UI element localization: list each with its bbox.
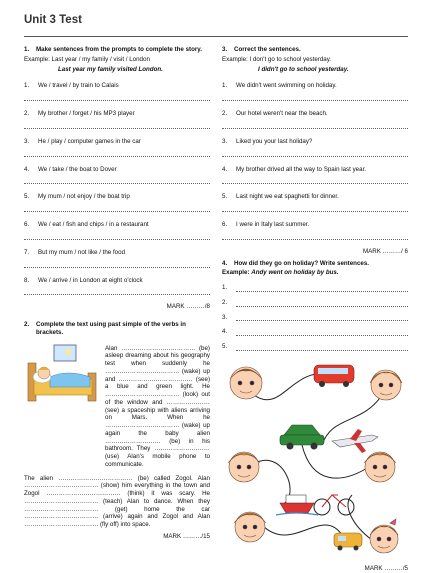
section2-heading-text: Complete the text using past simple of the verbs in brackets. [36, 321, 186, 336]
section2-paragraph-2: The alien ……………………………… (be) called Zogol. Alan ……………………………… (show) him everything in the town and Zogol ……………………………… (think) it was scary. He ……………………………… (teach) Alan to dance. When they ……………………………… (get) home the car ……………………………… (arrive) again and Zogol and Alan ……………………………… (fly off) into space. [24, 474, 210, 528]
example-prompt: Last year / my family / visit / London [51, 55, 150, 63]
page-title: Unit 3 Test [24, 14, 82, 26]
list-item: 3. He / play / computer games in the car [24, 138, 210, 157]
plane-icon [332, 429, 378, 453]
answer-line[interactable] [24, 287, 210, 295]
answer-line[interactable] [24, 260, 210, 268]
child-face-6 [370, 519, 398, 553]
left-column [24, 46, 210, 541]
section4-example [222, 269, 408, 277]
answer-line[interactable] [222, 149, 408, 157]
list-item: 2. My brother / forget / his MP3 player [24, 110, 210, 129]
list-item: 5. My mum / not enjoy / the boat trip [24, 193, 210, 212]
answer-line[interactable] [24, 232, 210, 240]
list-item: 4. My brother drived all the way to Spain last year. [222, 166, 408, 185]
section3-heading [222, 46, 408, 54]
answer-line[interactable] [24, 93, 210, 101]
section3-example [222, 56, 408, 64]
example-label: Example: [222, 55, 248, 63]
list-item: 5. Last night we eat spaghetti for dinner. [222, 193, 408, 212]
example-label: Example: [222, 269, 250, 277]
section1-items [24, 82, 210, 295]
section3-example-answer: I didn't go to school yesterday. [258, 65, 349, 73]
example-label: Example: [24, 55, 50, 63]
list-item: 7. But my mum / not like / the food [24, 249, 210, 268]
answer-row[interactable]: 2. [222, 299, 408, 307]
section3-heading-text: Correct the sentences. [234, 46, 301, 53]
section1-example [24, 56, 210, 64]
bus-icon [314, 365, 354, 387]
answer-row[interactable]: 5. [222, 343, 408, 351]
example-answer: Andy went on holiday by bus. [251, 269, 339, 277]
section1-heading [24, 46, 210, 54]
list-item: 8. We / arrive / in London at eight o'clock [24, 277, 210, 296]
sleeping-boy-illustration [24, 343, 100, 405]
section3-items [222, 82, 408, 240]
section2-heading [24, 321, 210, 337]
list-item: 4. We / take / the boat to Dover [24, 166, 210, 185]
title-divider [24, 36, 408, 37]
answer-line[interactable] [222, 93, 408, 101]
ship-icon [276, 495, 318, 515]
section1-number: 1. [24, 46, 30, 53]
section4-lines [222, 284, 408, 351]
child-face-5 [234, 512, 266, 542]
list-item: 1. We didn't went swimming on holiday. [222, 82, 408, 101]
answer-line[interactable] [24, 121, 210, 129]
list-item: 1. We / travel / by train to Calais [24, 82, 210, 101]
answer-line[interactable] [222, 121, 408, 129]
section1-heading-text: Make sentences from the prompts to complete the story. [36, 46, 202, 53]
train-icon [334, 533, 362, 551]
answer-row[interactable]: 3. [222, 314, 408, 322]
string-line [262, 525, 342, 535]
list-item: 3. Liked you your last holiday? [222, 138, 408, 157]
section2-paragraph-1: Alan ……………………………… (be) asleep dreaming about his geography test when suddenly he ……………………………… (wake) up and ……………………………… (see) a blue and green light. He ……………………………… (look) out of the window and ………………… (see) a spaceship with aliens arriving on Mars. When he ……………………………… (wake) up again the baby alien ……………………… (be) in his bathroom. They ……………………… (use) Alan's mobile phone to communicate. [105, 344, 210, 468]
answer-line[interactable] [24, 149, 210, 157]
section3-number: 3. [222, 46, 228, 53]
section2-number: 2. [24, 321, 30, 328]
transport-matching-illustration [222, 355, 408, 565]
answer-row[interactable]: 4. [222, 328, 408, 336]
list-item: 6. We / eat / fish and chips / in a restaurant [24, 221, 210, 240]
right-column [222, 46, 408, 573]
child-face-3 [228, 452, 260, 482]
child-face-1 [230, 367, 262, 399]
child-face-4 [364, 452, 396, 482]
answer-line[interactable] [222, 204, 408, 212]
section4-heading [222, 260, 408, 268]
section3-mark: MARK ………/ 6 [362, 247, 408, 255]
section4-heading-text: How did they go on holiday? Write sentences. [234, 259, 369, 267]
section2-top [24, 343, 210, 469]
section4-mark: MARK ………/5 [364, 564, 408, 572]
list-item: 2. Our hotel weren't near the beach. [222, 110, 408, 129]
example-prompt: I don't go to school yesterday. [249, 55, 332, 63]
section1-mark: MARK ………/8 [166, 303, 210, 311]
section1-example-answer: Last year my family visited London. [58, 65, 163, 73]
answer-line[interactable] [222, 232, 408, 240]
answer-line[interactable] [24, 204, 210, 212]
section4-number: 4. [222, 259, 228, 267]
answer-row[interactable]: 1. [222, 284, 408, 292]
section2-mark: MARK ………/15 [163, 532, 210, 540]
list-item: 6. I were in Italy last summer. [222, 221, 408, 240]
answer-line[interactable] [24, 176, 210, 184]
answer-line[interactable] [222, 176, 408, 184]
child-face-2 [370, 370, 402, 400]
